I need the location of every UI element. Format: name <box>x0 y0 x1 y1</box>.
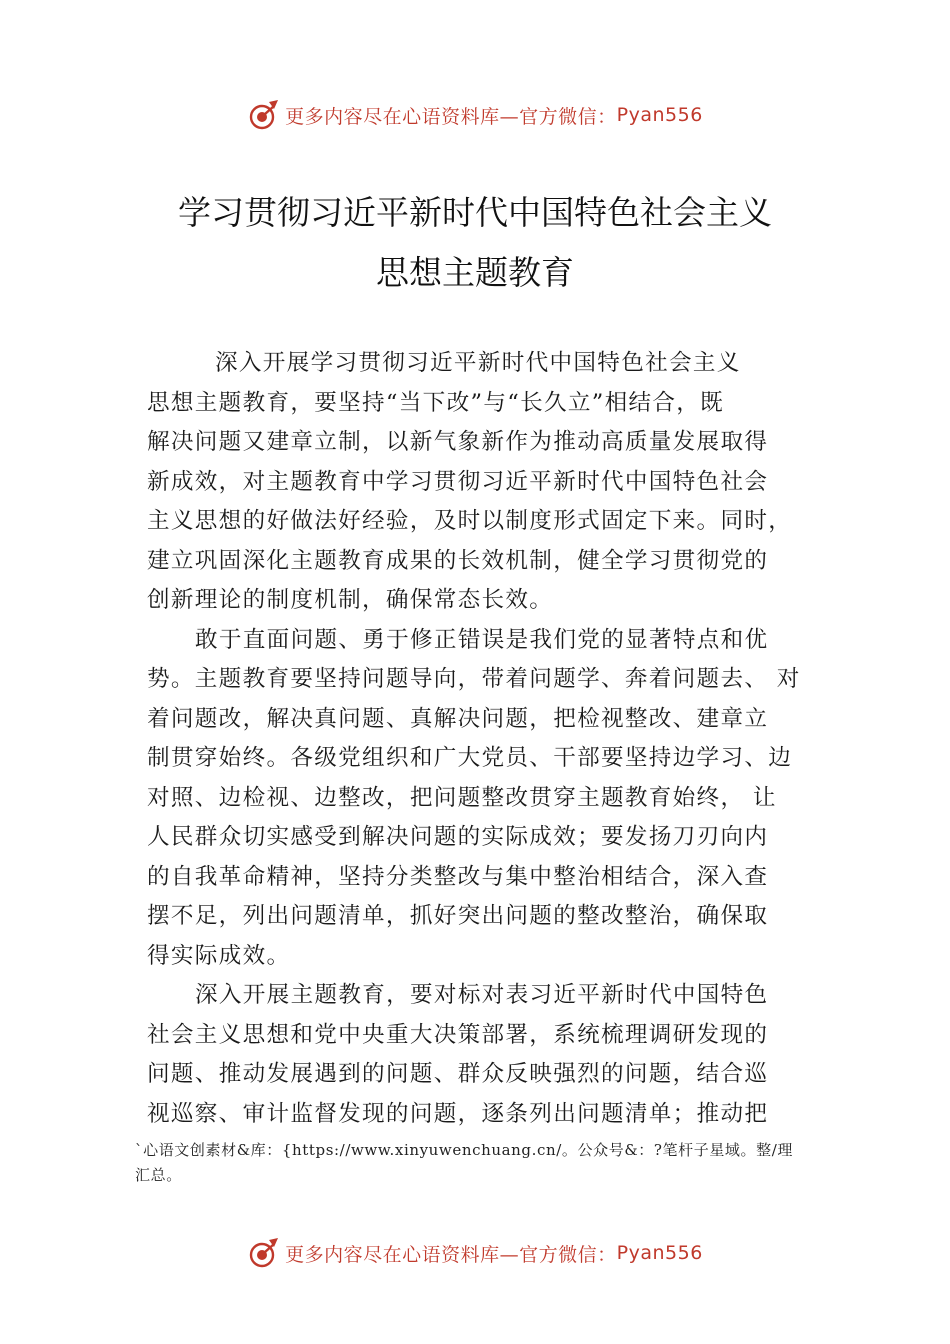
body-line: 摆不足，列出问题清单，抓好突出问题的整改整治，确保取 <box>147 903 769 929</box>
body-line: 深入开展主题教育，要对标对表习近平新时代中国特色 <box>195 982 769 1008</box>
body-line: 新成效，对主题教育中学习贯彻习近平新时代中国特色社会 <box>147 468 769 495</box>
watermark-text: 更多内容尽在心语资料库—官方微信： <box>285 1243 617 1266</box>
page-title-line-1: 学习贯彻习近平新时代中国特色社会主义 <box>178 193 772 232</box>
footnote-line-2: 汇总。 <box>135 1166 182 1184</box>
body-line: 人民群众切实感受到解决问题的实际成效；要发扬刀刃向内 <box>147 824 769 850</box>
footer-watermark <box>0 1233 950 1273</box>
body-line: 敢于直面问题、勇于修正错误是我们党的显著特点和优 <box>195 626 769 653</box>
body-line: 思想主题教育，要坚持“当下改”与“长久立”相结合，既 <box>147 389 725 416</box>
body-line: 解决问题又建章立制，以新气象新作为推动高质量发展取得 <box>147 429 769 455</box>
body-line: 视巡察、审计监督发现的问题，逐条列出问题清单；推动把 <box>147 1100 769 1127</box>
body-line: 制贯穿始终。各级党组织和广大党员、干部要坚持边学习、边 <box>147 745 793 771</box>
watermark-text: 更多内容尽在心语资料库—官方微信： <box>285 105 617 128</box>
body-line: 社会主义思想和党中央重大决策部署，系统梳理调研发现的 <box>147 1021 769 1048</box>
pen-logo-icon <box>247 98 281 132</box>
body-line: 建立巩固深化主题教育成果的长效机制，健全学习贯彻党的 <box>147 547 769 574</box>
header-watermark <box>0 95 950 135</box>
page-title-line-2: 思想主题教育 <box>376 253 574 292</box>
watermark-wechat-id: Pyan556 <box>616 104 703 126</box>
watermark-wechat-id: Pyan556 <box>616 1242 703 1264</box>
pen-logo-icon <box>247 1236 281 1270</box>
body-line: 对照、边检视、边整改，把问题整改贯穿主题教育始终， 让 <box>147 784 777 811</box>
body-line: 得实际成效。 <box>147 942 291 969</box>
body-line: 的自我革命精神，坚持分类整改与集中整治相结合，深入查 <box>147 863 769 890</box>
source-footnote <box>135 1138 835 1188</box>
body-line: 势。主题教育要坚持问题导向，带着问题学、奔着问题去、 对 <box>147 666 801 692</box>
body-line: 深入开展学习贯彻习近平新时代中国特色社会主义 <box>215 350 741 376</box>
body-line: 主义思想的好做法好经验，及时以制度形式固定下来。同时， <box>147 508 793 534</box>
body-line: 创新理论的制度机制，确保常态长效。 <box>147 587 554 613</box>
body-line: 着问题改，解决真问题、真解决问题，把检视整改、建章立 <box>147 705 769 732</box>
body-line: 问题、推动发展遇到的问题、群众反映强烈的问题，结合巡 <box>147 1061 769 1087</box>
footnote-line-1: `心语文创素材&库：{https://www.xinyuwenchuang.cn/。公众号&：?笔杆子星域。整/理 <box>135 1141 793 1159</box>
article-body <box>147 344 817 1134</box>
